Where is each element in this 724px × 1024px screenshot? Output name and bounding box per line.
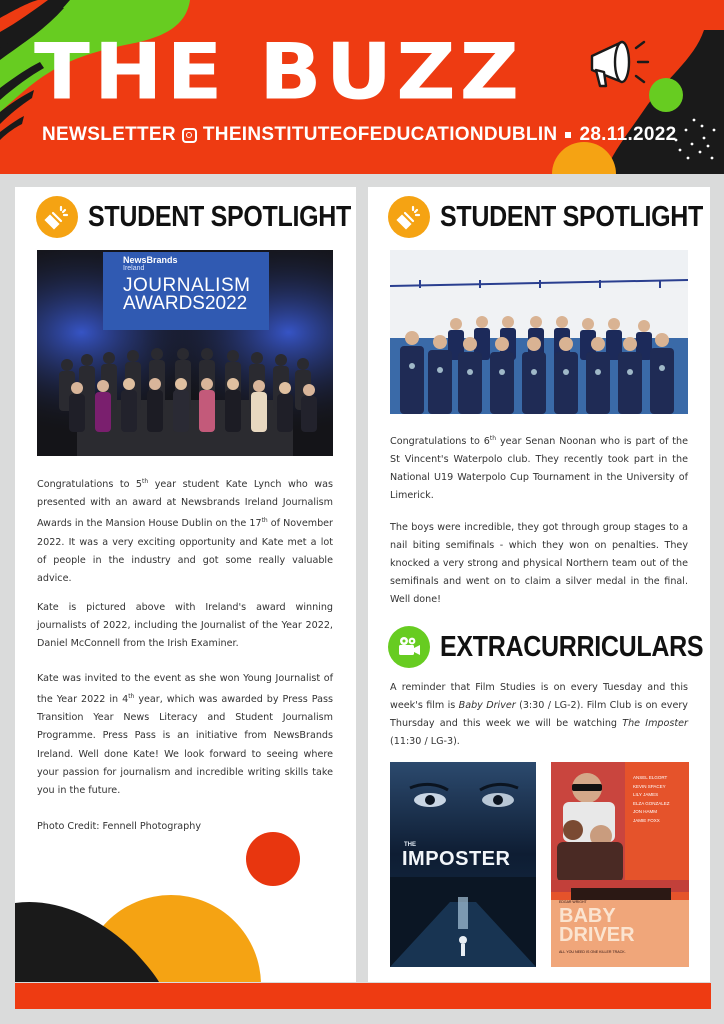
footer-bar [15, 983, 711, 1009]
sparkling-drink-icon [388, 196, 430, 238]
senan-paragraph-2: The boys were incredible, they got through group stages to a nail biting semifinals - which they won on penalties. They knocked a very strong and physical Northern team out of the semifinals and went on to claim a silver medal in the final. Well done! [390, 522, 688, 606]
header-banner [0, 0, 724, 174]
baby-driver-poster[interactable] [551, 762, 689, 967]
senan-paragraph-1: Congratulations to 6th year Senan Noonan who is part of the St Vincent's Waterpolo club. They recently took part in the National U19 Waterpolo Cup Tournament in the University of Limerick. [390, 435, 688, 502]
photo-event-line2: AWARDS2022 [123, 293, 248, 314]
baby-driver-cast: ANSEL ELGORT KEVIN SPACEY LILY JAMES ELZA GONZALEZ JON HAMM JAMIE FOXX [633, 775, 670, 823]
baby-driver-tagline: ALL YOU NEED IS ONE KILLER TRACK. [559, 950, 626, 954]
sparkling-drink-icon [36, 196, 78, 238]
photo-credit: Photo Credit: Fennell Photography [37, 821, 202, 832]
photo-brand-sub: Ireland [123, 265, 145, 272]
corner-decoration [15, 817, 356, 982]
right-column [368, 187, 710, 982]
photo-event-line1: JOURNALISM [123, 275, 251, 296]
film-camera-icon [388, 626, 430, 668]
waterpolo-team-photo [390, 250, 688, 414]
newsletter-label: NEWSLETTER [42, 124, 176, 145]
instagram-icon [182, 128, 197, 143]
film-paragraph: A reminder that Film Studies is on every Tuesday and this week's film is Baby Driver (3:30 / LG-2). Film Club is on every Thursday and this week we will be watching The Imposter (11:30 / LG-3). [390, 682, 688, 748]
masthead-line [42, 124, 677, 146]
newsletter-title: THE BUZZ [34, 27, 524, 118]
social-handle[interactable]: THEINSTITUTEOFEDUCATIONDUBLIN [202, 124, 558, 145]
baby-driver-title: BABY DRIVER [559, 905, 635, 946]
megaphone-icon [582, 30, 662, 110]
section-heading-left [36, 196, 351, 238]
kate-paragraph-3: Kate was invited to the event as she won Young Journalist of the Year 2022 in 4th year, which was awarded by Press Pass Transition Year News Literacy and Student Journalism Programme. Press Pass is an initiative from NewsBrands Ireland. Well done Kate! We look forward to seeing where your passion for journalism and incredible writing skills take you in the future. [37, 673, 333, 796]
section-heading-right [388, 196, 703, 238]
section-title: STUDENT SPOTLIGHT [88, 200, 351, 233]
section-heading-extracurriculars [388, 626, 703, 668]
imposter-poster[interactable] [390, 762, 536, 967]
left-column [15, 187, 356, 982]
separator-square [565, 132, 571, 138]
awards-photo [37, 250, 333, 456]
kate-paragraph-2: Kate is pictured above with Ireland's award winning journalists of 2022, including the Journalist of the Year 2022, Daniel McConnell from the Irish Examiner. [37, 602, 333, 650]
photo-brand: NewsBrands [123, 255, 178, 265]
issue-date: 28.11.2022 [579, 124, 677, 145]
section-title: EXTRACURRICULARS [440, 630, 704, 663]
imposter-poster-small: THE [404, 842, 416, 848]
section-title: STUDENT SPOTLIGHT [440, 200, 703, 233]
baby-driver-director: EDGAR WRIGHT [559, 900, 587, 904]
imposter-poster-title: IMPOSTER [402, 848, 511, 870]
kate-paragraph-1: Congratulations to 5th year student Kate Lynch who was presented with an award at Newsbrands Ireland Journalism Awards in the Mansion House Dublin on the 17th of November 2022. It was a very exciting opportunity and Kate met a lot of people in the industry and got some really valuable advice. [37, 478, 334, 584]
